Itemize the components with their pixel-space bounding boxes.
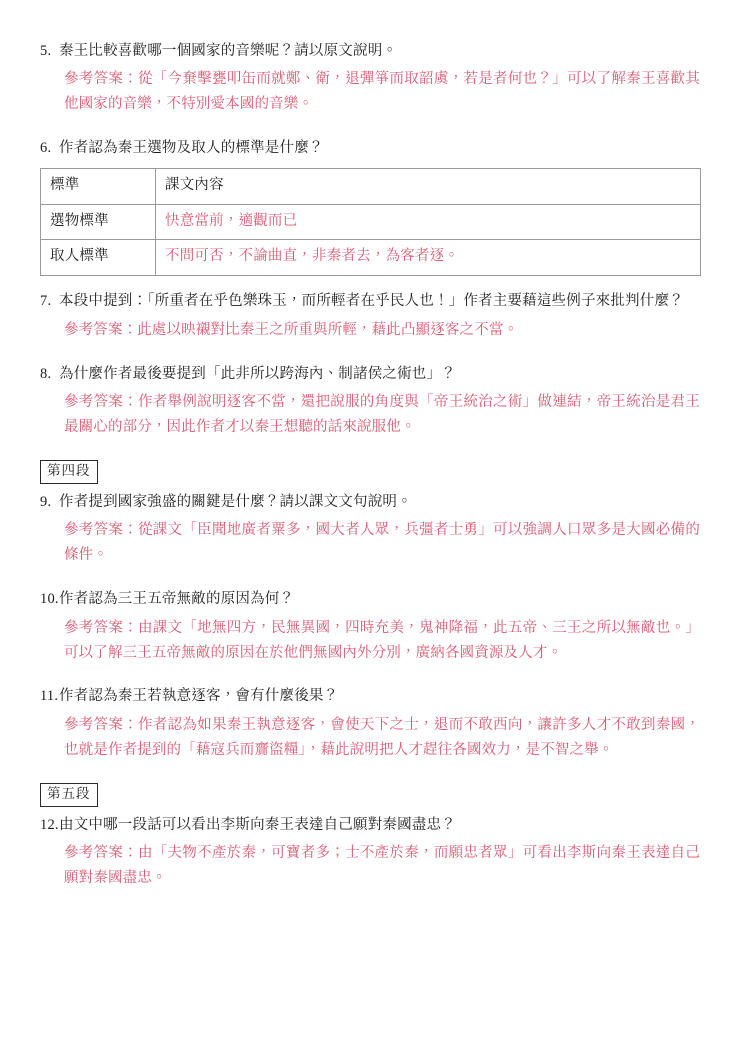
question-prompt-10 — [40, 588, 700, 611]
table-cell-label-recruitment: 取人標準 — [41, 240, 156, 276]
question-text-12: 由文中哪一段話可以看出李斯向秦王表達自己願對秦國盡忠？ — [59, 816, 456, 833]
section-marker-wrapper-5 — [40, 783, 700, 814]
question-number-11: 11. — [40, 688, 59, 705]
question-block-7 — [40, 290, 700, 342]
question-prompt-12 — [40, 814, 700, 837]
question-block-11 — [40, 685, 700, 762]
table-row — [41, 240, 701, 276]
question-number-5: 5. — [40, 43, 52, 59]
question-number-7: 7. — [40, 293, 52, 310]
question-prompt-5 — [40, 40, 700, 63]
question-text-10: 作者認為三王五帝無敵的原因為何？ — [59, 591, 295, 608]
answer-text-9: 參考答案：從課文「臣聞地廣者粟多，國大者人眾，兵彊者士勇」可以強調人口眾多是大國必備的條件。 — [64, 522, 700, 564]
question-prompt-7 — [40, 290, 700, 313]
answer-text-10: 參考答案：由課文「地無四方，民無異國，四時充美，鬼神降福，此五帝、三王之所以無敵也。」可以了解三王五帝無敵的原因在於他們無國內外分別，廣納各國資源及人才。 — [64, 619, 700, 661]
question-number-9: 9. — [40, 493, 52, 510]
question-text-6: 作者認為秦王選物及取人的標準是什麼？ — [59, 140, 324, 157]
question-text-8: 為什麼作者最後要提到「此非所以跨海內、制諸侯之術也」？ — [59, 365, 456, 382]
table-header-content: 課文內容 — [156, 168, 701, 204]
answer-text-8: 參考答案：作者舉例說明逐客不當，還把說服的角度與「帝王統治之術」做連結，帝王統治是君王最關心的部分，因此作者才以秦王想聽的話來說服他。 — [64, 394, 700, 435]
section-marker-paragraph-4: 第四段 — [40, 460, 98, 484]
question-text-5: 秦王比較喜歡哪一個國家的音樂呢？請以原文說明。 — [59, 43, 398, 59]
criteria-table — [40, 168, 701, 276]
table-row-header — [41, 168, 701, 204]
table-header-standard: 標準 — [41, 168, 156, 204]
question-block-8 — [40, 363, 700, 440]
answer-text-11: 參考答案：作者認為如果秦王執意逐客，會使天下之士，退而不敢西向，讓許多人才不敢到秦國，也就是作者提到的「藉寇兵而齎盜糧」，藉此說明把人才趕往各國效力，是不智之舉。 — [64, 716, 700, 758]
question-text-9: 作者提到國家強盛的關鍵是什麼？請以課文文句說明。 — [59, 493, 412, 510]
question-block-6 — [40, 137, 700, 276]
question-prompt-8 — [40, 363, 700, 386]
table-cell-content-recruitment: 不問可否，不論曲直，非秦者去，為客者逐。 — [156, 240, 701, 276]
question-number-10: 10. — [40, 591, 59, 608]
section-marker-wrapper-4 — [40, 460, 700, 491]
question-text-11: 作者認為秦王若執意逐客，會有什麼後果？ — [59, 688, 339, 705]
answer-text-12: 參考答案：由「夫物不產於秦，可寶者多；士不產於秦，而願忠者眾」可看出李斯向秦王表達自己願對秦國盡忠。 — [64, 845, 700, 887]
question-prompt-9 — [40, 491, 700, 514]
table-cell-label-selection: 選物標準 — [41, 204, 156, 240]
question-block-9 — [40, 491, 700, 568]
table-row — [41, 204, 701, 240]
question-number-8: 8. — [40, 365, 52, 382]
table-cell-content-selection: 快意當前，適觀而已 — [156, 204, 701, 240]
question-number-12: 12. — [40, 816, 59, 833]
question-block-12 — [40, 814, 700, 891]
question-block-5 — [40, 40, 700, 117]
answer-text-5: 參考答案：從「今棄擊甕叩缶而就鄭、衛，退彈箏而取韶虞，若是者何也？」可以了解秦王喜歡其他國家的音樂，不特別愛本國的音樂。 — [64, 71, 700, 113]
question-prompt-11 — [40, 685, 700, 708]
answer-text-7: 參考答案：此處以映襯對比秦王之所重與所輕，藉此凸顯逐客之不當。 — [64, 321, 519, 338]
question-block-10 — [40, 588, 700, 665]
question-number-6: 6. — [40, 140, 52, 157]
section-marker-paragraph-5: 第五段 — [40, 783, 98, 807]
question-prompt-6 — [40, 137, 700, 160]
question-text-7: 本段中提到：「所重者在乎色樂珠玉，而所輕者在乎民人也！」作者主要藉這些例子來批判什麼？ — [59, 293, 684, 310]
